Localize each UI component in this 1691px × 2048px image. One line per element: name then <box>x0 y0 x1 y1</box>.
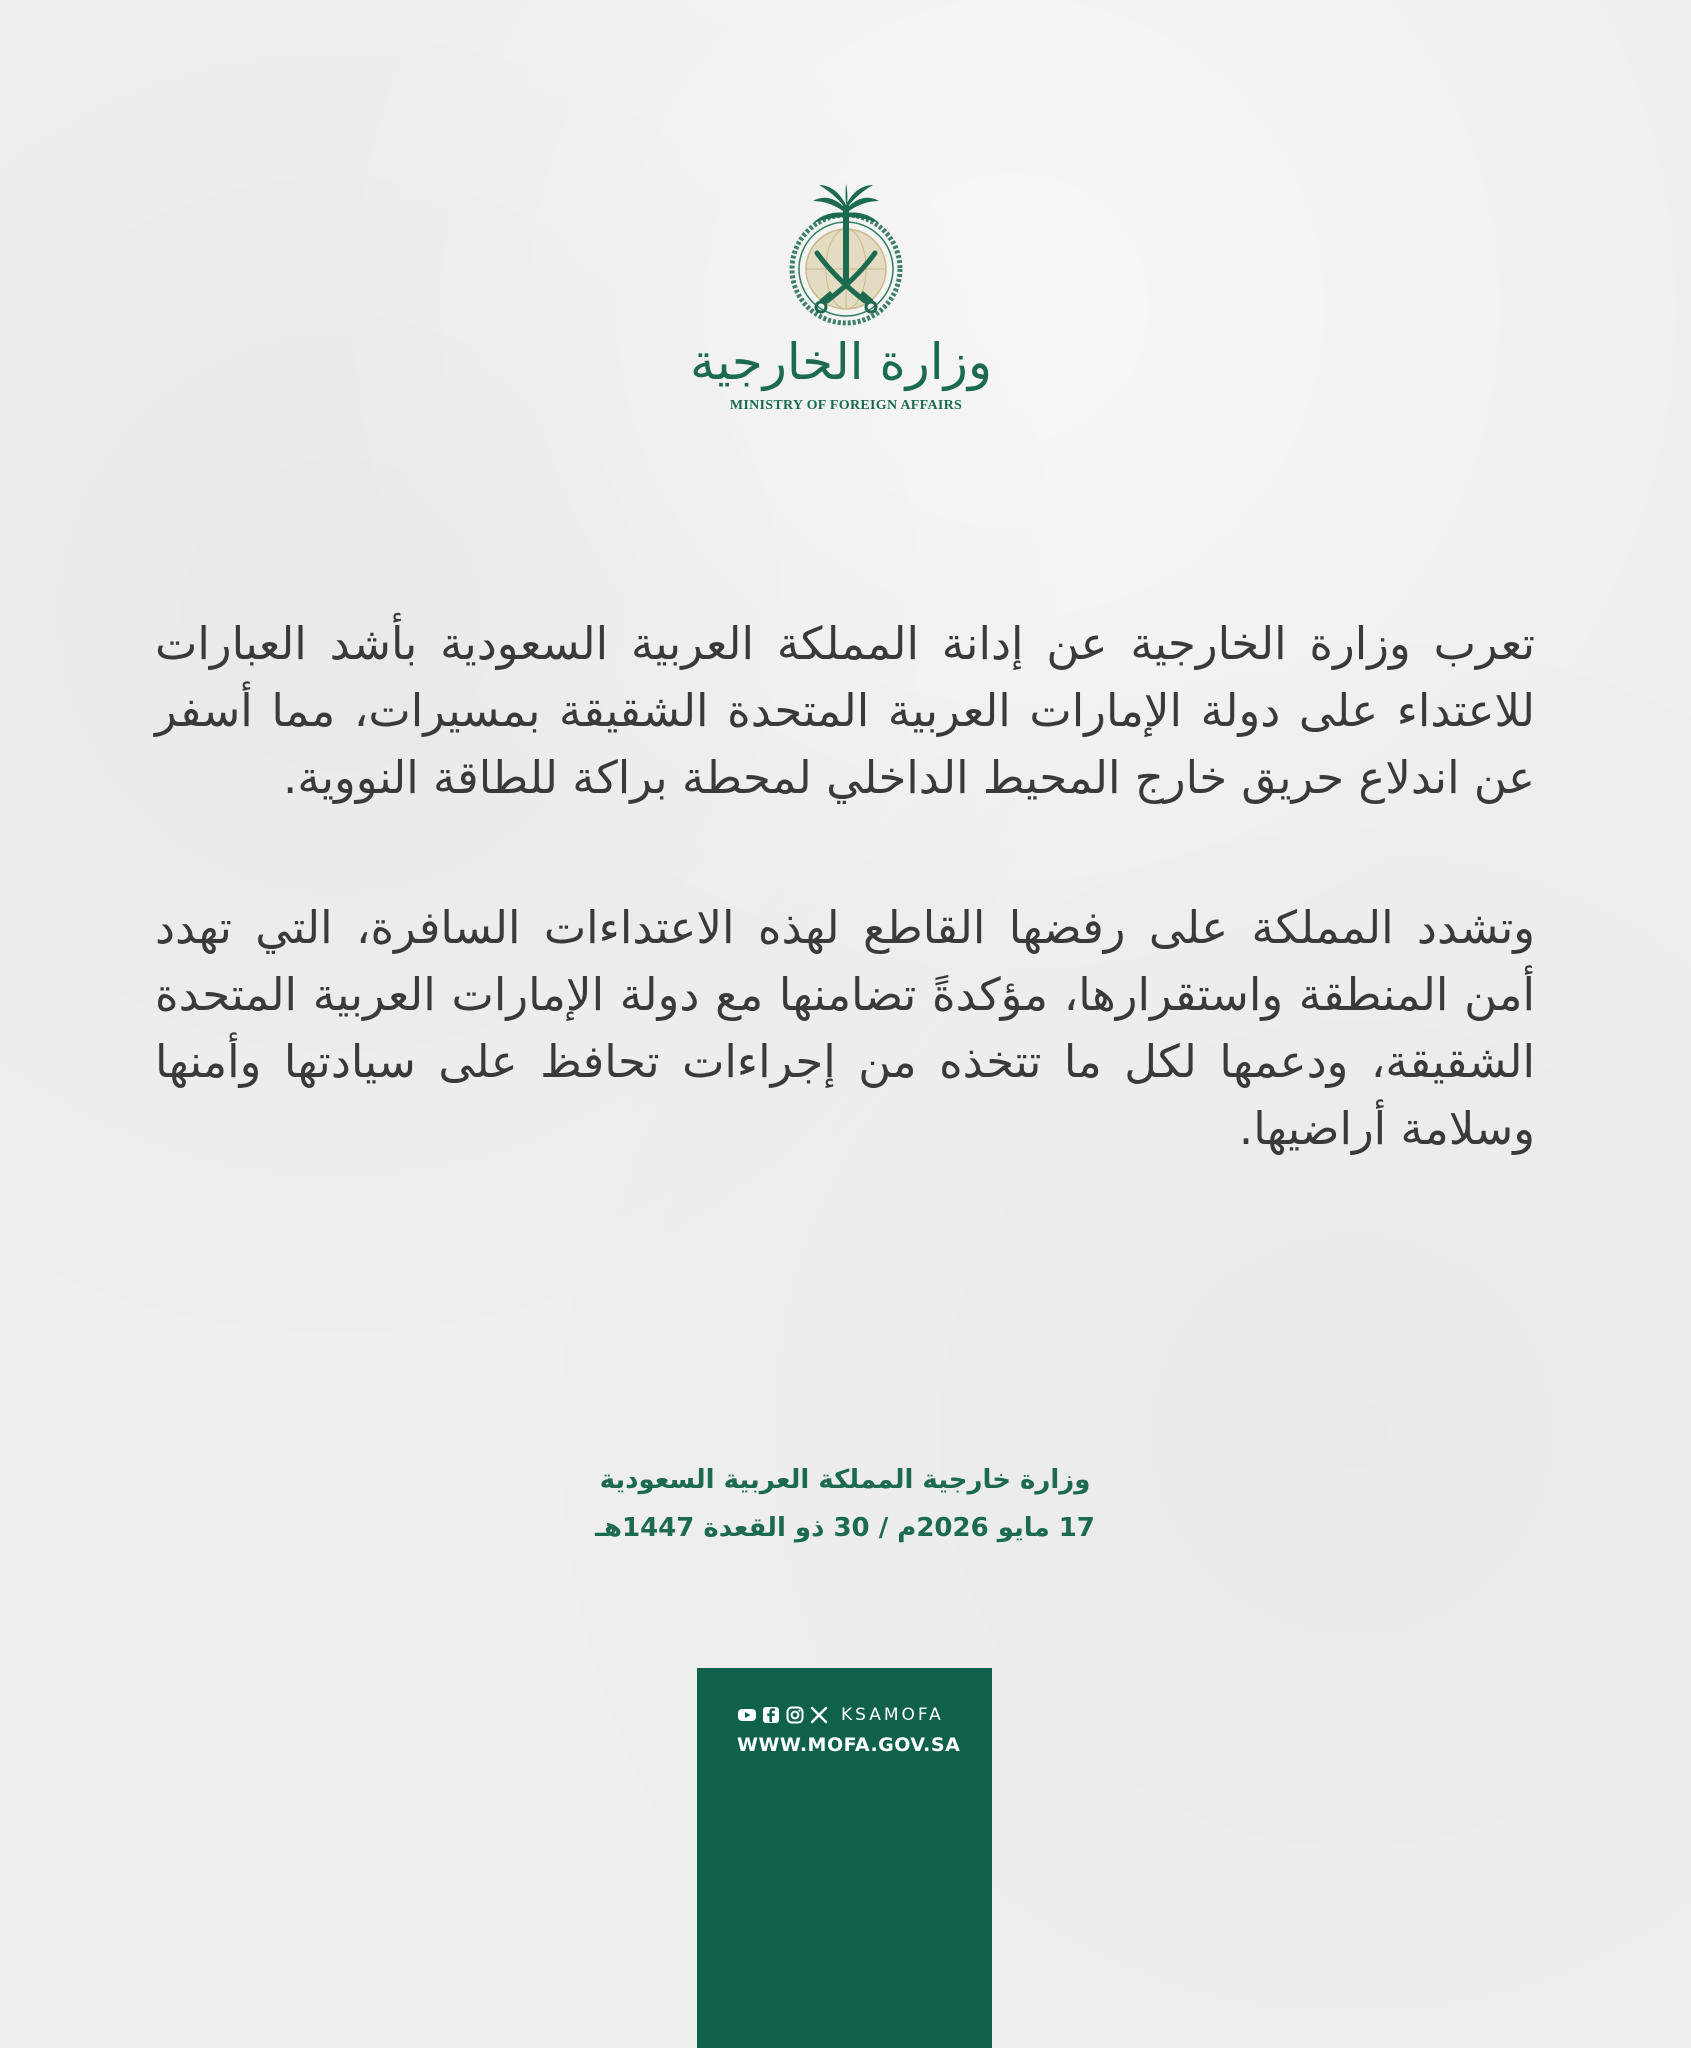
signature-name: وزارة خارجية المملكة العربية السعودية <box>599 1465 1091 1495</box>
website-link[interactable]: WWW.MOFA.GOV.SA <box>737 1734 961 1756</box>
statement-paragraph-1: تعرب وزارة الخارجية عن إدانة المملكة العربية السعودية بأشد العبارات للاعتداء على دولة الإمارات العربية المتحدة الشقيقة بمسيرات، مما أسفر عن اندلاع حريق خارج المحيط الداخلي لمحطة براكة للطاقة النووية. <box>155 617 1535 804</box>
press-statement <box>155 610 1535 1162</box>
footer-panel <box>697 1668 992 2048</box>
social-handle[interactable]: KSAMOFA <box>841 1705 944 1725</box>
ministry-name-english: MINISTRY OF FOREIGN AFFAIRS <box>729 398 963 413</box>
signature-date: 17 مايو 2026م / 30 ذو القعدة 1447هـ <box>595 1513 1095 1543</box>
statement-paragraph-2: وتشدد المملكة على رفضها القاطع لهذه الاعتداءات السافرة، التي تهدد أمن المنطقة واستقرارها، مؤكدةً تضامنها مع دولة الإمارات العربية المتحدة الشقيقة، ودعمها لكل ما تتخذه من إجراءات تحافظ على سيادتها وأمنها وسلامة أراضيها. <box>155 901 1535 1155</box>
youtube-icon[interactable] <box>737 1705 757 1725</box>
signature-block <box>445 1460 1245 1550</box>
instagram-icon[interactable] <box>785 1705 805 1725</box>
x-icon[interactable] <box>809 1705 829 1725</box>
ministry-name-arabic: وزارة الخارجية <box>689 333 992 391</box>
saudi-emblem-icon <box>765 183 928 328</box>
social-links <box>737 1704 944 1726</box>
facebook-icon[interactable] <box>761 1705 781 1725</box>
